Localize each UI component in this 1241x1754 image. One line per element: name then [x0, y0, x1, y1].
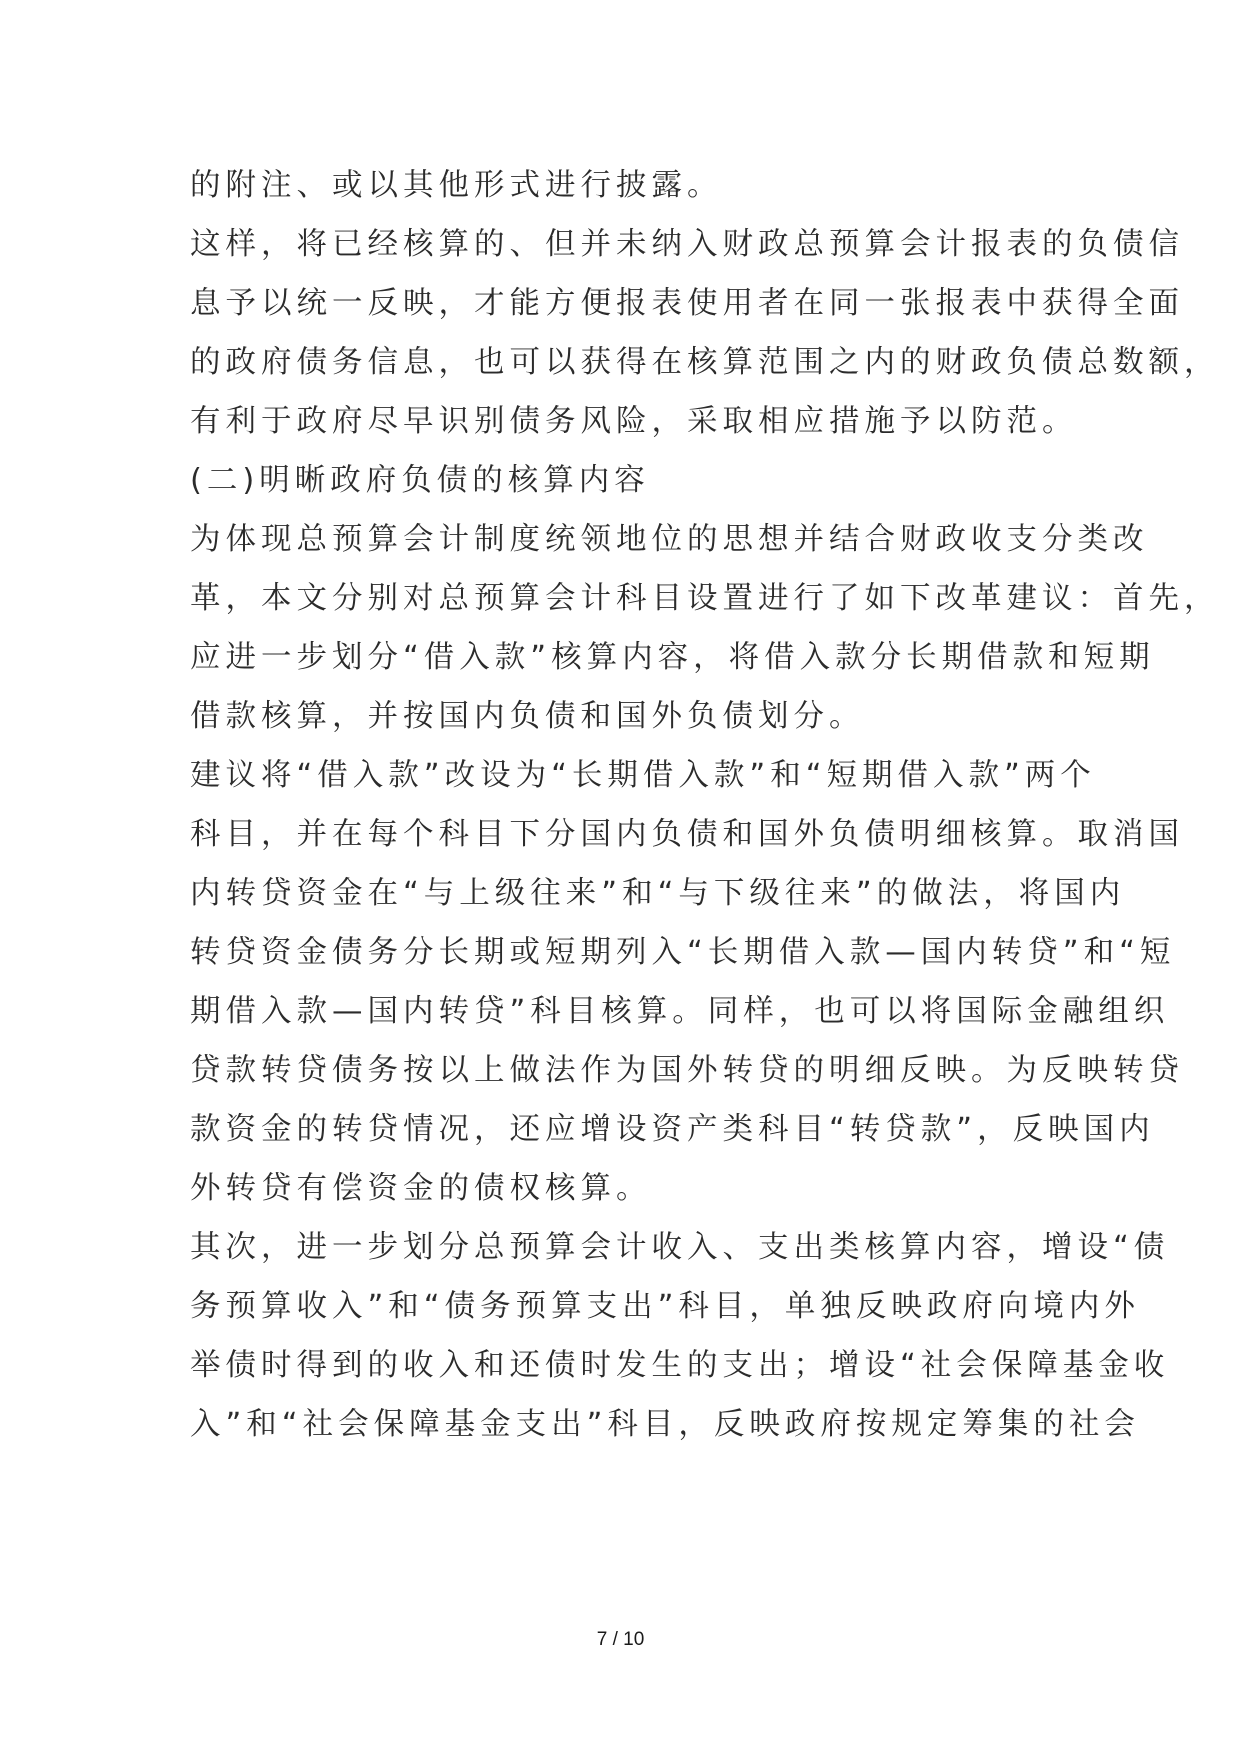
text-line: 期借入款—国内转贷”科目核算。同样，也可以将国际金融组织	[190, 994, 1170, 1029]
text-line: 款资金的转贷情况，还应增设资产类科目“转贷款”，反映国内	[190, 1112, 1155, 1147]
text-line: 借款核算，并按国内负债和国外负债划分。	[190, 699, 865, 734]
text-line: 有利于政府尽早识别债务风险，采取相应措施予以防范。	[190, 404, 1078, 439]
text-line: 内转贷资金在“与上级往来”和“与下级往来”的做法，将国内	[190, 876, 1126, 911]
text-line: 息予以统一反映，才能方便报表使用者在同一张报表中获得全面	[190, 286, 1184, 321]
text-line: 建议将“借入款”改设为“长期借入款”和“短期借入款”两个	[190, 758, 1096, 793]
section-heading: (二)明晰政府负债的核算内容	[190, 463, 650, 498]
text-line: 其次，进一步划分总预算会计收入、支出类核算内容，增设“债	[190, 1230, 1170, 1265]
text-line: 这样，将已经核算的、但并未纳入财政总预算会计报表的负债信	[190, 227, 1184, 262]
text-line: 科目，并在每个科目下分国内负债和国外负债明细核算。取消国	[190, 817, 1184, 852]
text-line: 入”和“社会保障基金支出”科目，反映政府按规定筹集的社会	[190, 1407, 1140, 1442]
text-line: 为体现总预算会计制度统领地位的思想并结合财政收支分类改	[190, 522, 1149, 557]
text-line: 革，本文分别对总预算会计科目设置进行了如下改革建议：首先，	[190, 581, 1220, 616]
page-number: 7 / 10	[596, 1629, 645, 1650]
text-line: 的政府债务信息，也可以获得在核算范围之内的财政负债总数额，	[190, 345, 1220, 380]
text-line: 外转贷有偿资金的债权核算。	[190, 1171, 652, 1206]
text-line: 贷款转贷债务按以上做法作为国外转贷的明细反映。为反映转贷	[190, 1053, 1184, 1088]
text-line: 转贷资金债务分长期或短期列入“长期借入款—国内转贷”和“短	[190, 935, 1176, 970]
text-line: 应进一步划分“借入款”核算内容，将借入款分长期借款和短期	[190, 640, 1155, 675]
body-text	[190, 156, 1220, 1454]
text-line: 务预算收入”和“债务预算支出”科目，单独反映政府向境内外	[190, 1289, 1140, 1324]
text-line: 举债时得到的收入和还债时发生的支出；增设“社会保障基金收	[190, 1348, 1170, 1383]
text-line: 的附注、或以其他形式进行披露。	[190, 168, 723, 203]
